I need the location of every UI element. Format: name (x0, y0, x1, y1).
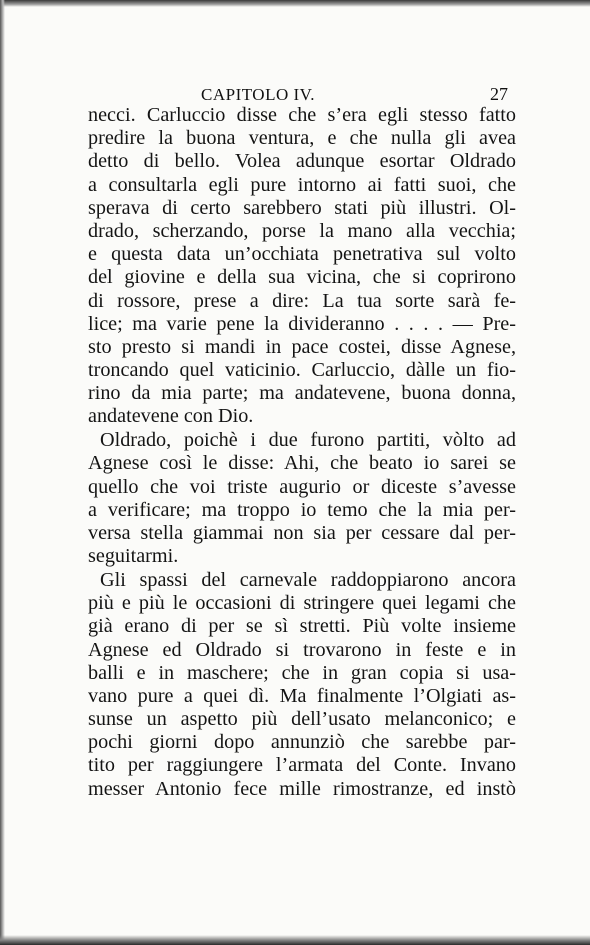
text-line: lice; ma varie pene la divideranno . . . . — Pre- (88, 312, 516, 335)
text-line: di rossore, prese a dire: La tua sorte sarà fe- (88, 289, 516, 312)
page-bottom-edge-shadow (0, 935, 590, 945)
paragraph-2 (88, 429, 516, 568)
text-line: del giovine e della sua vicina, che si coprirono (88, 266, 516, 289)
chapter-title: CAPITOLO IV. (201, 85, 315, 104)
text-line: drado, scherzando, porse la mano alla vecchia; (88, 219, 516, 242)
text-line: andatevene con Dio. (88, 405, 254, 428)
page-number: 27 (490, 84, 508, 104)
body-text (88, 104, 516, 801)
text-line: a consultarla egli pure intorno ai fatti suoi, che (88, 173, 516, 196)
text-line: troncando quel vaticinio. Carluccio, dàlle un fio- (88, 359, 516, 382)
text-line: messer Antonio fece mille rimostranze, ed instò (88, 777, 516, 800)
text-line: sto presto si mandi in pace costei, disse Agnese, (88, 335, 516, 358)
text-line: Agnese ed Oldrado si trovarono in feste e in (88, 638, 516, 661)
page-left-edge-shadow (0, 0, 5, 945)
text-line: Gli spassi del carnevale raddoppiarono ancora (100, 568, 516, 591)
text-line: detto di bello. Volea adunque esortar Oldrado (88, 150, 516, 173)
text-line: Agnese così le disse: Ahi, che beato io sarei se (88, 452, 516, 475)
paragraph-1 (88, 104, 516, 429)
text-line: Oldrado, poichè i due furono partiti, vòlto ad (100, 429, 516, 452)
text-line: versa stella giammai non sia per cessare dal per- (88, 521, 516, 544)
text-line: predire la buona ventura, e che nulla gli avea (88, 127, 516, 150)
text-line: vano pure a quei dì. Ma finalmente l’Olgiati as- (88, 684, 516, 707)
text-line: rino da mia parte; ma andatevene, buona donna, (88, 382, 516, 405)
text-line: necci. Carluccio disse che s’era egli stesso fatto (88, 104, 516, 126)
text-line: più e più le occasioni di stringere quei legami che (88, 592, 516, 615)
paragraph-3 (88, 569, 516, 801)
text-line: a verificare; ma troppo io temo che la mia per- (88, 498, 516, 521)
text-line: sunse un aspetto più dell’usato melanconico; e (88, 708, 516, 731)
text-line: e questa data un’occhiata penetrativa sul volto (88, 243, 516, 266)
page-top-edge-shadow (0, 0, 590, 7)
text-line: quello che voi triste augurio or diceste s’avesse (88, 475, 516, 498)
text-line: seguitarmi. (88, 545, 179, 568)
text-line: pochi giorni dopo annunziò che sarebbe par- (88, 731, 516, 754)
text-line: già erano di per se sì stretti. Più volte insieme (88, 615, 516, 638)
text-line: sperava di certo sarebbero stati più illustri. Ol- (88, 196, 516, 219)
text-line: balli e in maschere; che in gran copia si usa- (88, 661, 516, 684)
text-line: tito per raggiungere l’armata del Conte. Invano (88, 754, 516, 777)
